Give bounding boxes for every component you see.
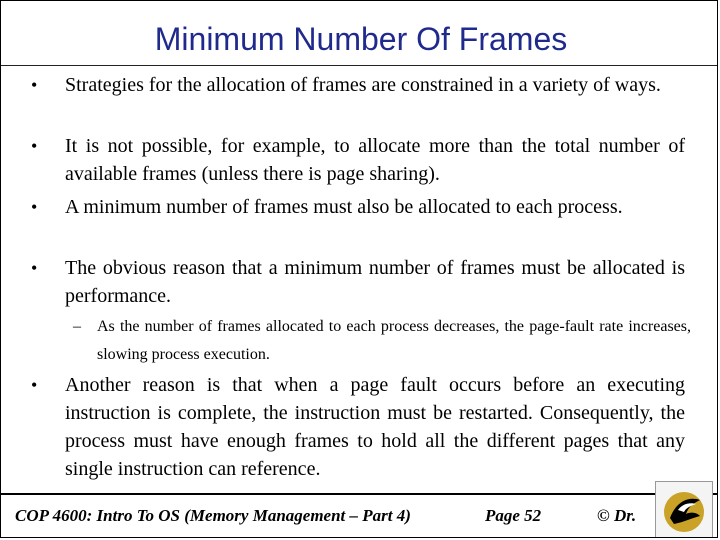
bullet-dot: • bbox=[31, 136, 38, 156]
bullet-text: The obvious reason that a minimum number of frames must be allocated is performance. bbox=[65, 257, 685, 307]
bullet-item bbox=[31, 371, 685, 483]
bullet-item bbox=[31, 254, 685, 310]
bullet-item bbox=[31, 132, 685, 188]
ucf-pegasus-logo-icon bbox=[655, 481, 713, 538]
bullet-dot: • bbox=[31, 197, 38, 217]
logo-graphic bbox=[656, 482, 712, 538]
bullet-item bbox=[31, 71, 685, 99]
sub-bullet-dash: – bbox=[73, 318, 81, 335]
slide-title: Minimum Number Of Frames bbox=[154, 21, 568, 57]
footer-course: COP 4600: Intro To OS (Memory Management – Part 4) bbox=[15, 506, 411, 525]
bullet-dot: • bbox=[31, 75, 38, 95]
bullet-text: A minimum number of frames must also be allocated to each process. bbox=[65, 196, 623, 218]
footer-divider bbox=[1, 493, 718, 495]
title-divider bbox=[1, 65, 718, 66]
bullet-item bbox=[31, 193, 685, 221]
bullet-text: It is not possible, for example, to allocate more than the total number of available frames (unless there is page sharing). bbox=[65, 135, 685, 185]
bullet-text: Strategies for the allocation of frames are constrained in a variety of ways. bbox=[65, 74, 661, 96]
bullet-dot: • bbox=[31, 258, 38, 278]
footer-author: © Dr. bbox=[597, 506, 637, 525]
bullet-text: Another reason is that when a page fault occurs before an executing instruction is complete, the instruction must be restarted. Consequently, the process must have enough frames to hold all the different pages that any single instruction can reference. bbox=[65, 374, 685, 480]
footer-page-number: Page 52 bbox=[485, 506, 542, 525]
sub-bullet-text: As the number of frames allocated to each process decreases, the page-fault rate increases, slowing process execution. bbox=[97, 318, 691, 363]
bullet-dot: • bbox=[31, 375, 38, 395]
sub-bullet-item bbox=[73, 313, 691, 369]
